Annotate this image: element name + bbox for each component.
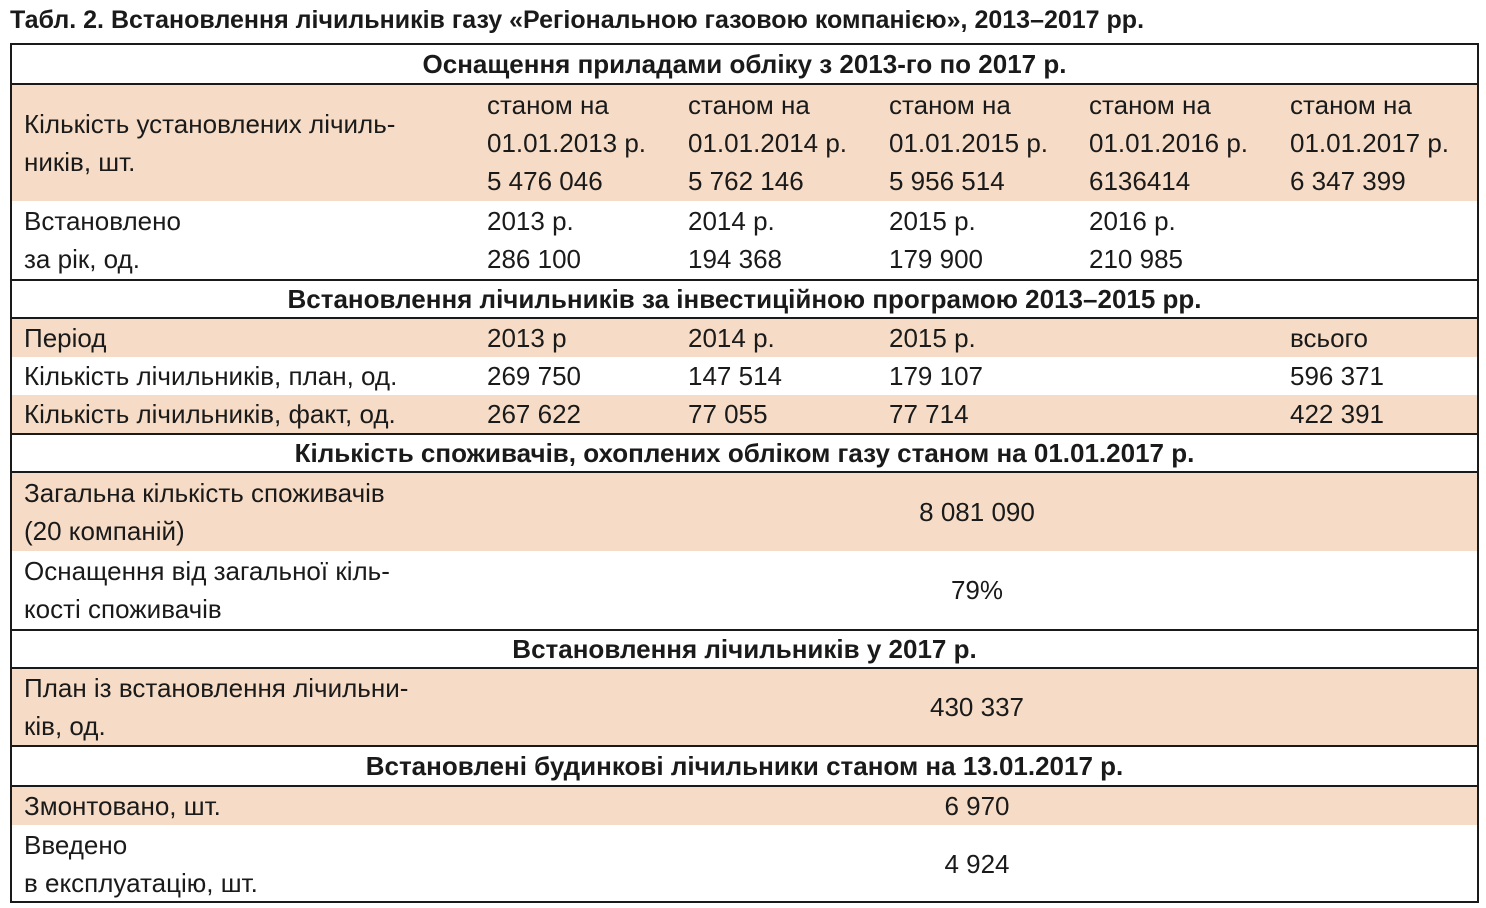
row-label: Введено в експлуатацію, шт. xyxy=(24,830,258,898)
section-header-2017-installation: Встановлення лічильників у 2017 р. xyxy=(12,629,1477,669)
cell-2016: станом на 01.01.2016 р. 6136414 xyxy=(1089,90,1249,196)
table-caption: Табл. 2. Встановлення лічильників газу «Регіональною газовою компанією», 2013–2017 рр. xyxy=(10,6,1145,34)
cell-2013: 2013 р. 286 100 xyxy=(487,206,581,274)
row-value: 79% xyxy=(950,574,1004,605)
cell-2014: 2014 р. 194 368 xyxy=(688,206,782,274)
row-label: Кількість установлених лічиль- ників, шт. xyxy=(24,109,396,177)
cell-2014: станом на 01.01.2014 р. 5 762 146 xyxy=(688,90,848,196)
table-row-equipping-share xyxy=(12,551,1477,629)
table-row-installed-total xyxy=(12,85,1477,201)
table-row-total-consumers xyxy=(12,473,1477,551)
section-header-building-meters: Встановлені будинкові лічильники станом на 13.01.2017 р. xyxy=(12,745,1477,787)
table-row-period: Період 2013 р 2014 р. 2015 р. всього xyxy=(12,319,1477,357)
table-row-fact: Кількість лічильників, факт, од. 267 622 77 055 77 714 422 391 xyxy=(12,395,1477,433)
table-row-commissioned xyxy=(12,825,1477,903)
row-value: 430 337 xyxy=(930,691,1024,722)
section-header-consumers: Кількість споживачів, охоплених обліком газу станом на 01.01.2017 р. xyxy=(12,433,1477,473)
row-label: План із встановлення лічильни- ків, од. xyxy=(24,673,409,741)
table-row-mounted: Змонтовано, шт. 6 970 xyxy=(12,787,1477,825)
row-value: 8 081 090 xyxy=(919,496,1035,527)
section-header-equipping: Оснащення приладами обліку з 2013-го по 2017 р. xyxy=(12,45,1477,85)
table-row-installation-plan xyxy=(12,669,1477,745)
cell-2017: станом на 01.01.2017 р. 6 347 399 xyxy=(1290,90,1450,196)
cell-2015: станом на 01.01.2015 р. 5 956 514 xyxy=(889,90,1049,196)
cell-2015: 2015 р. 179 900 xyxy=(889,206,983,274)
row-value: 4 924 xyxy=(944,848,1010,879)
row-label: Встановлено за рік, од. xyxy=(24,206,181,274)
row-label: Загальна кількість споживачів (20 компаній) xyxy=(24,478,385,546)
table-row-plan: Кількість лічильників, план, од. 269 750 147 514 179 107 596 371 xyxy=(12,357,1477,395)
gas-meters-table xyxy=(10,43,1479,903)
cell-2013: станом на 01.01.2013 р. 5 476 046 xyxy=(487,90,647,196)
table-row-installed-per-year xyxy=(12,201,1477,279)
row-label: Оснащення від загальної кіль- кості споживачів xyxy=(24,556,390,624)
cell-2016: 2016 р. 210 985 xyxy=(1089,206,1183,274)
row-value: 6 970 xyxy=(944,790,1010,821)
section-header-investment-program: Встановлення лічильників за інвестиційною програмою 2013–2015 рр. xyxy=(12,279,1477,319)
